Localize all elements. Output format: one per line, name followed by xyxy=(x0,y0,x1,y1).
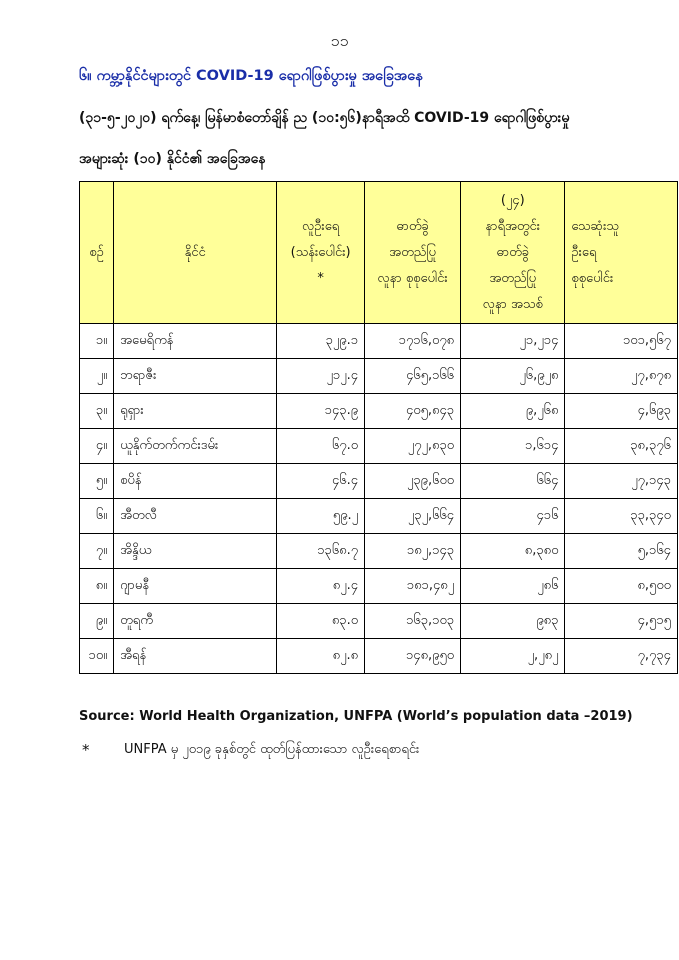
table-row xyxy=(80,499,678,534)
cell-country: အိန္ဒိယ xyxy=(114,534,277,569)
header-no: စဉ် xyxy=(80,182,114,324)
cell-population: ၈၂.၈ xyxy=(277,639,365,674)
header-deaths xyxy=(565,182,678,324)
cell-new-cases: ၉၈၃ xyxy=(461,604,565,639)
cell-no: ၄။ xyxy=(80,429,114,464)
cell-new-cases: ၉,၂၆၈ xyxy=(461,394,565,429)
cell-total-cases: ၄၀၅,၈၄၃ xyxy=(365,394,461,429)
header-new-cases-line: ဓာတ်ခွဲ xyxy=(496,244,530,260)
cell-total-cases: ၁၄၈,၉၅၀ xyxy=(365,639,461,674)
subheading-line-2: အများဆုံး (၁၀) နိုင်ငံ၏ အခြေအနေ xyxy=(79,151,266,167)
header-new-cases-line: နာရီအတွင်း xyxy=(485,218,541,234)
cell-total-cases: ၂၃၉,၆၀၀ xyxy=(365,464,461,499)
cell-no: ၉။ xyxy=(80,604,114,639)
cell-no: ၃။ xyxy=(80,394,114,429)
table-row xyxy=(80,359,678,394)
header-total-cases-line: ဓာတ်ခွဲ xyxy=(396,218,429,234)
cell-new-cases: ၄၁၆ xyxy=(461,499,565,534)
cell-country: ရုရှား xyxy=(114,394,277,429)
footnote-text: UNFPA မှ ၂၀၁၉ ခုနှစ်တွင် ထုတ်ပြန်ထားသော လူဦးရေစာရင်း xyxy=(124,742,420,757)
table-row xyxy=(80,534,678,569)
cell-population: ၈၂.၄ xyxy=(277,569,365,604)
cell-population: ၆၇.၀ xyxy=(277,429,365,464)
cell-new-cases: ၁,၆၁၄ xyxy=(461,429,565,464)
header-population-line: (သန်းပေါင်း) xyxy=(290,244,351,260)
header-total-cases-line: လူနာ စုစုပေါင်း xyxy=(377,270,448,286)
header-population-line: လူဦးရေ xyxy=(302,218,340,234)
cell-new-cases: ၈,၃၈၀ xyxy=(461,534,565,569)
table-row xyxy=(80,639,678,674)
cell-deaths: ၇,၇၃၄ xyxy=(565,639,678,674)
cell-country: တူရကီ xyxy=(114,604,277,639)
footnote-marker: * xyxy=(82,741,90,759)
cell-deaths: ၅,၁၆၄ xyxy=(565,534,678,569)
cell-deaths: ၂၇,၈၇၈ xyxy=(565,359,678,394)
cell-no: ၁။ xyxy=(80,324,114,359)
header-total-cases-line: အတည်ပြု xyxy=(389,244,436,260)
page-number: ၁၁ xyxy=(330,31,349,50)
covid-cases-table xyxy=(79,181,678,674)
header-new-cases xyxy=(461,182,565,324)
header-deaths-line: ဦးရေ xyxy=(571,244,597,260)
cell-total-cases: ၁၆၃,၁၀၃ xyxy=(365,604,461,639)
table-row xyxy=(80,604,678,639)
cell-population: ၂၁၂.၄ xyxy=(277,359,365,394)
cell-no: ၂။ xyxy=(80,359,114,394)
cell-country: အမေရိကန် xyxy=(114,324,277,359)
cell-new-cases: ၂၈၆ xyxy=(461,569,565,604)
cell-population: ၁၃၆၈.၇ xyxy=(277,534,365,569)
source-citation: Source: World Health Organization, UNFPA (World’s population data –2019) xyxy=(79,709,633,724)
cell-total-cases: ၁၈၂,၁၄၃ xyxy=(365,534,461,569)
cell-total-cases: ၂၃၂,၆၆၄ xyxy=(365,499,461,534)
cell-total-cases: ၁၇၁၆,၀၇၈ xyxy=(365,324,461,359)
cell-deaths: ၈,၅၀၀ xyxy=(565,569,678,604)
cell-total-cases: ၂၇၂,၈၃၀ xyxy=(365,429,461,464)
cell-country: အီတလီ xyxy=(114,499,277,534)
cell-deaths: ၃၈,၃၇၆ xyxy=(565,429,678,464)
header-deaths-line: စုစုပေါင်း xyxy=(571,270,614,286)
cell-deaths: ၂၇,၁၄၃ xyxy=(565,464,678,499)
cell-deaths: ၃၃,၃၄၀ xyxy=(565,499,678,534)
table-row xyxy=(80,429,678,464)
cell-country: ယူနိုက်တက်ကင်းဒမ်း xyxy=(114,429,277,464)
header-new-cases-line: လူနာ အသစ် xyxy=(482,296,543,312)
cell-population: ၈၃.၀ xyxy=(277,604,365,639)
header-population xyxy=(277,182,365,324)
cell-country: ဂျာမနီ xyxy=(114,569,277,604)
table-row xyxy=(80,464,678,499)
cell-country: စပိန် xyxy=(114,464,277,499)
header-country: နိုင်ငံ xyxy=(114,182,277,324)
cell-population: ၁၄၃.၉ xyxy=(277,394,365,429)
cell-population: ၃၂၉.၁ xyxy=(277,324,365,359)
cell-country: ဘရာဇီး xyxy=(114,359,277,394)
header-total-cases xyxy=(365,182,461,324)
header-population-line: * xyxy=(317,270,324,286)
header-deaths-line: သေဆုံးသူ xyxy=(571,218,619,234)
cell-no: ၁၀။ xyxy=(80,639,114,674)
cell-no: ၅။ xyxy=(80,464,114,499)
cell-new-cases: ၂၁,၂၁၄ xyxy=(461,324,565,359)
subheading-line-1: (၃၁-၅-၂၀၂၀) ရက်နေ့၊ မြန်မာစံတော်ချိန် ည (၁၀:၅၆)နာရီအထိ COVID-19 ရောဂါဖြစ်ပွားမှု xyxy=(79,110,570,126)
table-header-row xyxy=(80,182,678,324)
table-row xyxy=(80,394,678,429)
cell-no: ၆။ xyxy=(80,499,114,534)
table-row xyxy=(80,569,678,604)
cell-deaths: ၄,၅၁၅ xyxy=(565,604,678,639)
cell-total-cases: ၄၆၅,၁၆၆ xyxy=(365,359,461,394)
cell-total-cases: ၁၈၁,၄၈၂ xyxy=(365,569,461,604)
cell-no: ၈။ xyxy=(80,569,114,604)
cell-country: အီရန် xyxy=(114,639,277,674)
section-heading: ၆။ ကမ္ဘာ့နိုင်ငံများတွင် COVID-19 ရောဂါဖြစ်ပွားမှု အခြေအနေ xyxy=(79,68,423,84)
cell-deaths: ၁၀၁,၅၆၇ xyxy=(565,324,678,359)
header-new-cases-line: (၂၄) xyxy=(500,192,525,208)
header-new-cases-line: အတည်ပြု xyxy=(489,270,537,286)
cell-new-cases: ၂၆,၉၂၈ xyxy=(461,359,565,394)
cell-deaths: ၄,၆၉၃ xyxy=(565,394,678,429)
cell-population: ၄၆.၄ xyxy=(277,464,365,499)
cell-population: ၅၉.၂ xyxy=(277,499,365,534)
table-row xyxy=(80,324,678,359)
cell-new-cases: ၆၆၄ xyxy=(461,464,565,499)
cell-no: ၇။ xyxy=(80,534,114,569)
cell-new-cases: ၂,၂၈၂ xyxy=(461,639,565,674)
